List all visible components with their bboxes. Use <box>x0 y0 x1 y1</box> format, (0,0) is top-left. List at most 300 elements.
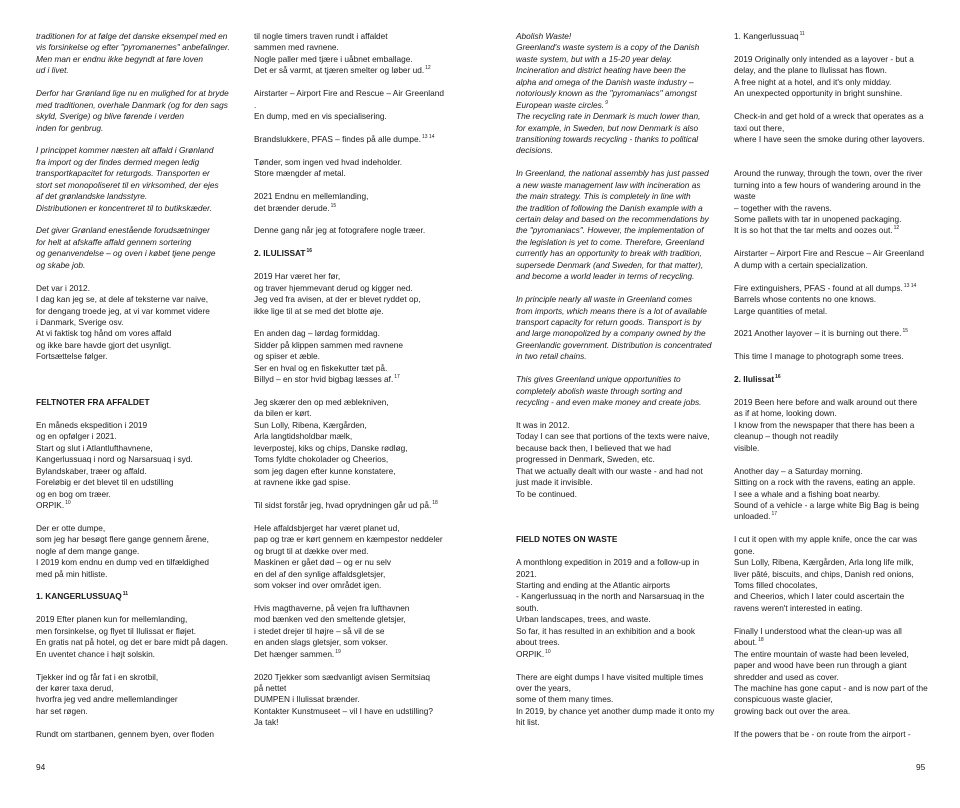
text-line <box>36 672 230 683</box>
line-text: A free night at a hotel, and it's only midday. <box>734 76 892 87</box>
line-text: I cut it open with my apple knife, once the car was <box>734 534 918 545</box>
text-line <box>36 614 230 625</box>
line-text: Finally I understood what the clean-up was all <box>734 625 902 636</box>
column-1-danish-left <box>36 31 230 740</box>
line-text: mod bænken ved den smeltende gletsjer, <box>254 614 406 625</box>
text-line <box>36 225 230 236</box>
line-text: Incineration and district heating have been the <box>516 65 686 76</box>
line-text: pap og træ er kørt gennem en kæmpestor neddeler <box>254 534 443 545</box>
line-text: There are eight dumps I have visited multiple times <box>516 671 704 682</box>
line-text: about. <box>734 637 758 648</box>
blank-line <box>36 271 230 282</box>
footnote-marker: 17 <box>771 511 778 518</box>
text-line <box>254 134 444 145</box>
footnote-marker: 16 <box>306 248 313 255</box>
line-text: DUMPEN i Ilulissat brænder. <box>254 694 360 705</box>
line-text: der kører taxa derud, <box>36 682 114 693</box>
text-line <box>734 626 928 637</box>
text-line <box>516 123 714 134</box>
line-text: supersede Denmark (and Sweden, for that matter), <box>516 259 704 270</box>
text-line <box>516 351 714 362</box>
line-text: Foreløbig er det blevet til en udstilling <box>36 477 174 488</box>
text-line <box>516 271 714 282</box>
text-line <box>516 168 714 179</box>
blank-line <box>254 489 444 500</box>
blank-line <box>734 717 928 728</box>
line-text: En dump, med en vis specialisering. <box>254 111 387 122</box>
line-text: Another day – a Saturday morning. <box>734 465 863 476</box>
line-text: nogle af dem mange gange. <box>36 545 140 556</box>
line-text: over the years, <box>516 682 571 693</box>
line-text: 2019 Har været her før, <box>254 271 341 282</box>
text-line <box>36 100 230 111</box>
text-line <box>734 203 928 214</box>
text-line <box>516 626 714 637</box>
line-text: i Danmark, Sverige osv. <box>36 316 124 327</box>
text-line <box>36 500 230 511</box>
line-text: recycling - and even make money and create jobs. <box>516 397 702 407</box>
text-line <box>516 180 714 191</box>
line-text: og traver hjemmevant derud og kigger ned. <box>254 282 413 293</box>
line-text: gone. <box>734 545 755 556</box>
line-text: og ikke bare havde gjort det usynligt. <box>36 339 172 350</box>
line-text: transport capacity for return goods. Transport is by <box>516 316 702 327</box>
blank-line <box>36 511 230 522</box>
line-text: Distributionen er koncentreret til to butikskæder. <box>36 202 212 213</box>
line-text: growing back out over the area. <box>734 705 851 716</box>
line-text: for dengang troede jeg, at vi var kommet videre <box>36 305 210 316</box>
footnote-marker: 16 <box>775 374 781 381</box>
text-line <box>254 306 444 317</box>
line-text: til nogle timers traven rundt i affaldet <box>254 31 388 41</box>
line-text: Nogle paller med tjære i uåbnet emballage. <box>254 53 413 64</box>
text-line <box>734 500 928 511</box>
line-text: turning into a few hours of wandering around in the <box>734 179 921 190</box>
text-line <box>36 443 230 454</box>
blank-line <box>734 454 928 465</box>
text-line <box>254 706 444 717</box>
text-line <box>734 111 928 122</box>
blank-line <box>516 283 714 294</box>
text-line <box>516 203 714 214</box>
line-text: a new waste management law with incineration as <box>516 179 701 190</box>
blank-line <box>254 660 444 671</box>
line-text: taxi out there, <box>734 122 785 133</box>
line-text: Maskinen er gået død – og er nu selv <box>254 557 391 568</box>
text-line <box>734 408 928 419</box>
text-line <box>516 454 714 465</box>
line-text: 2. Ilulissat <box>734 374 775 385</box>
text-line <box>734 511 928 522</box>
text-line <box>734 546 928 557</box>
text-line <box>734 660 928 671</box>
blank-line <box>516 523 714 534</box>
column-4-english-right <box>734 31 928 740</box>
text-line <box>36 637 230 648</box>
line-text: where I have seen the smoke during other layovers. <box>734 133 925 144</box>
blank-line <box>254 591 444 602</box>
text-line <box>36 145 230 156</box>
text-line <box>516 31 714 42</box>
line-text: progressed in Denmark, Sweden, etc. <box>516 454 655 465</box>
line-text: af det grønlandske landsstyre. <box>36 191 148 202</box>
line-text: The entire mountain of waste had been leveled, <box>734 648 909 659</box>
blank-line <box>734 363 928 374</box>
text-line <box>36 729 230 740</box>
text-line <box>254 477 444 488</box>
text-line <box>734 569 928 580</box>
line-text: og skabe job. <box>36 259 86 270</box>
line-text: I know from the newspaper that there has been a <box>734 419 915 430</box>
line-text: Kangerlussuaq i nord og Narsarsuaq i syd. <box>36 454 193 465</box>
line-text: Denne gang når jeg at fotografere nogle træer. <box>254 225 426 236</box>
text-line <box>254 454 444 465</box>
line-text: Some pallets with tar in unopened packaging. <box>734 214 902 224</box>
text-line <box>254 443 444 454</box>
text-line <box>254 191 444 202</box>
blank-line <box>36 363 230 374</box>
text-line <box>36 683 230 694</box>
line-text: Start og slut i Atlantlufthavnene, <box>36 442 153 453</box>
line-text: og en opfølger i 2021. <box>36 431 117 442</box>
line-text: Toms fyldte chokolader og Cheerios, <box>254 454 389 465</box>
line-text: At vi faktisk tog hånd om vores affald <box>36 328 172 339</box>
line-text: fra import og der findes dermed megen ledig <box>36 156 200 167</box>
text-line <box>734 431 928 442</box>
line-text: A dump with a certain specialization. <box>734 259 868 270</box>
blank-line <box>254 180 444 191</box>
text-line <box>734 134 928 145</box>
blank-line <box>36 660 230 671</box>
line-text: hvorfra jeg ved andre mellemlandinger <box>36 694 178 705</box>
text-line <box>36 489 230 500</box>
line-text: Brandslukkere, PFAS – findes på alle dumpe. <box>254 133 421 144</box>
line-text: Greenlandic government. Distribution is concentrated <box>516 339 712 350</box>
text-line <box>36 534 230 545</box>
text-line <box>36 569 230 580</box>
line-text: da bilen er kørt. <box>254 408 312 419</box>
text-line <box>516 420 714 431</box>
line-text: inden for genbrug. <box>36 122 104 133</box>
text-line <box>516 386 714 397</box>
text-line <box>734 123 928 134</box>
line-text: FIELD NOTES ON WASTE <box>516 534 618 545</box>
line-text: Sound of a vehicle - a large white Big Bag is being <box>734 499 919 510</box>
text-line <box>254 580 444 591</box>
blank-line <box>36 386 230 397</box>
line-text: 2. ILULISSAT <box>254 248 306 259</box>
text-line <box>36 317 230 328</box>
text-line <box>36 191 230 202</box>
text-line <box>254 42 444 53</box>
text-line <box>36 649 230 660</box>
line-text: 2020 Tjekker som sædvanligt avisen Sermitsiaq <box>254 671 431 682</box>
line-text: ikke lige til at se med det blotte øje. <box>254 305 384 316</box>
text-line <box>254 294 444 305</box>
text-line <box>516 328 714 339</box>
text-line <box>734 420 928 431</box>
line-text: Large quantities of metal. <box>734 305 828 316</box>
line-text: men forsinkelse, og flyet til Ilulissat er fløjet. <box>36 625 197 636</box>
line-text: Ja tak! <box>254 717 279 728</box>
blank-line <box>36 408 230 419</box>
line-text: Til sidst forstår jeg, hvad oprydningen går ud på. <box>254 499 432 510</box>
line-text: Sitting on a rock with the ravens, eating an apple. <box>734 477 916 488</box>
blank-line <box>254 145 444 156</box>
text-line <box>36 157 230 168</box>
text-line <box>36 340 230 351</box>
line-text: This time I manage to photograph some trees. <box>734 351 904 362</box>
text-line <box>516 397 714 408</box>
line-text: og en bog om træer. <box>36 488 111 499</box>
text-line <box>254 500 444 511</box>
text-line <box>734 706 928 717</box>
text-line <box>254 649 444 660</box>
text-line <box>734 88 928 99</box>
text-line <box>734 557 928 568</box>
text-line <box>516 134 714 145</box>
text-line <box>254 420 444 431</box>
text-line <box>516 248 714 259</box>
text-line <box>254 534 444 545</box>
line-text: the main strategy. This is completely in line with <box>516 191 691 202</box>
text-line <box>516 489 714 500</box>
line-text: the "pyromaniacs". However, the implementation of <box>516 225 704 236</box>
line-text: I princippet kommer næsten alt affald i Grønland <box>36 145 214 156</box>
text-line <box>734 260 928 271</box>
text-line <box>516 466 714 477</box>
blank-line <box>254 237 444 248</box>
line-text: traditionen for at følge det danske eksempel med en <box>36 31 228 41</box>
blank-line <box>36 134 230 145</box>
text-line <box>734 65 928 76</box>
text-line <box>734 248 928 259</box>
footnote-marker: 11 <box>122 591 129 598</box>
line-text: 1. KANGERLUSSUAQ <box>36 591 122 602</box>
line-text: from imports, which means there is a lot of available <box>516 305 707 316</box>
text-line <box>734 649 928 660</box>
footnote-marker: 18 <box>758 637 764 644</box>
line-text: A monthlong expedition in 2019 and a follow-up in <box>516 557 700 568</box>
blank-line <box>36 214 230 225</box>
line-text: Ser en hval og en fiskekutter tæt på. <box>254 362 388 373</box>
line-text: og spiser et æble. <box>254 351 320 362</box>
text-line <box>734 306 928 317</box>
line-text: Billyd – en stor hvid bigbag læsses af. <box>254 374 394 385</box>
text-line <box>516 42 714 53</box>
line-text: skyld, Sverige) og blive førende i verden <box>36 111 185 122</box>
line-text: An unexpected opportunity in bright sunshine. <box>734 88 903 99</box>
text-line <box>516 683 714 694</box>
blank-line <box>516 408 714 419</box>
text-line <box>254 626 444 637</box>
line-text: – together with the ravens. <box>734 202 832 213</box>
line-text: the tradition of following the Danish example with a <box>516 202 703 213</box>
blank-line <box>36 717 230 728</box>
text-line <box>516 672 714 683</box>
text-line <box>36 328 230 339</box>
text-line <box>254 100 444 111</box>
line-text: 2021. <box>516 568 537 579</box>
section-heading <box>36 397 230 408</box>
line-text: in two retail chains. <box>516 351 587 362</box>
blank-line <box>36 374 230 385</box>
line-text: i stedet drejer til højre – så vil de se <box>254 625 385 636</box>
text-line <box>734 580 928 591</box>
line-text: Sidder på klippen sammen med ravnene <box>254 339 403 350</box>
blank-line <box>734 523 928 534</box>
line-text: for helt at afskaffe affald gennem sortering <box>36 236 192 247</box>
text-line <box>254 340 444 351</box>
blank-line <box>734 157 928 168</box>
text-line <box>516 706 714 717</box>
text-line <box>734 466 928 477</box>
section-heading <box>516 534 714 545</box>
text-line <box>516 431 714 442</box>
text-line <box>516 294 714 305</box>
line-text: alpha and omega of the Danish waste industry – <box>516 76 694 87</box>
line-text: En måneds ekspedition i 2019 <box>36 419 148 430</box>
line-text: The machine has gone caput - and is now part of the <box>734 682 928 693</box>
line-text: just made it invisible. <box>516 477 593 488</box>
footnote-marker: 9 <box>605 99 608 106</box>
line-text: 2021 Endnu en mellemlanding, <box>254 191 369 202</box>
footnote-marker: 19 <box>335 648 341 655</box>
line-text: 2021 Another layover – it is burning out there. <box>734 328 902 339</box>
line-text: og genanvendelse – og oven i købet tjene penge <box>36 248 216 259</box>
blank-line <box>254 77 444 88</box>
text-line <box>516 65 714 76</box>
text-line <box>516 260 714 271</box>
line-text: vis forsinkelse og efter "pyromanernes" anbefalinger. <box>36 42 230 53</box>
text-line <box>254 225 444 236</box>
text-line <box>254 408 444 419</box>
line-text: Airstarter – Airport Fire and Rescue – Air Greenland <box>254 88 444 99</box>
line-text: conspicuous waste glacier, <box>734 694 833 705</box>
line-text: I 2019 kom endnu en dump ved en tilfældighed <box>36 557 209 568</box>
text-line <box>516 214 714 225</box>
line-text: Det hænger sammen. <box>254 648 335 659</box>
blank-line <box>254 260 444 271</box>
text-line <box>734 603 928 614</box>
text-line <box>516 569 714 580</box>
line-text: som jeg har besøgt flere gange gennem årene, <box>36 534 209 545</box>
line-text: liver pâté, biscuits, and chips, Danish red onions, <box>734 568 914 579</box>
section-heading <box>36 591 230 602</box>
line-text: some of them many times. <box>516 694 614 705</box>
line-text: ud i livet. <box>36 65 69 76</box>
line-text: Abolish Waste! <box>516 31 572 41</box>
line-text: European waste circles. <box>516 99 605 110</box>
line-text: delay, and the plane to Ilulissat has flown. <box>734 65 887 76</box>
footnote-marker: 13 14 <box>421 133 435 140</box>
text-line <box>516 580 714 591</box>
text-line <box>254 694 444 705</box>
blank-line <box>734 271 928 282</box>
blank-line <box>254 214 444 225</box>
text-line <box>36 546 230 557</box>
text-line <box>516 694 714 705</box>
text-line <box>734 168 928 179</box>
text-line <box>516 88 714 99</box>
line-text: That we actually dealt with our waste - and had not <box>516 465 703 476</box>
blank-line <box>254 386 444 397</box>
text-line <box>254 569 444 580</box>
blank-line <box>734 145 928 156</box>
line-text: har set røgen. <box>36 705 88 716</box>
line-text: 2019 Efter planen kun for mellemlanding, <box>36 614 188 625</box>
line-text: som vokser ind over området igen. <box>254 580 382 590</box>
line-text: Around the runway, through the town, over the river <box>734 168 923 179</box>
text-line <box>254 168 444 179</box>
line-text: Starting and ending at the Atlantic airports <box>516 580 671 590</box>
line-text: certain delay and based on the recommendations by <box>516 214 709 224</box>
text-line <box>734 637 928 648</box>
line-text: Check-in and get hold of a wreck that operates as a <box>734 111 924 122</box>
text-line <box>254 672 444 683</box>
text-line <box>36 88 230 99</box>
text-line <box>516 603 714 614</box>
line-text: sammen med ravnene. <box>254 42 339 53</box>
line-text: en anden slags gletsjer, som vokser. <box>254 637 388 648</box>
footnote-marker: 15 <box>330 202 337 209</box>
text-line <box>254 523 444 534</box>
footnote-marker: 18 <box>432 499 438 506</box>
line-text: det brænder derude. <box>254 202 330 213</box>
line-text: Kontakter Kunstmuseet – vil I have en udstilling? <box>254 705 433 716</box>
line-text: south. <box>516 602 539 613</box>
line-text: og brugt til at dække over med. <box>254 545 369 556</box>
line-text: In Greenland, the national assembly has just passed <box>516 168 709 179</box>
line-text: med traditionen, overhale Danmark (og for den sags <box>36 99 228 110</box>
text-line <box>516 649 714 660</box>
blank-line <box>516 511 714 522</box>
text-line <box>516 237 714 248</box>
line-text: hit list. <box>516 717 540 728</box>
line-text: So far, it has resulted in an exhibition and a book <box>516 625 695 636</box>
column-3-english-left <box>516 31 714 729</box>
text-line <box>734 534 928 545</box>
blank-line <box>516 500 714 511</box>
text-line <box>36 431 230 442</box>
text-line <box>254 157 444 168</box>
line-text: En uventet chance i højt solskin. <box>36 648 155 659</box>
text-line <box>254 363 444 374</box>
text-line <box>516 374 714 385</box>
text-line <box>734 225 928 236</box>
line-text: 1. Kangerlussuaq <box>734 31 799 41</box>
blank-line <box>254 511 444 522</box>
line-text: . <box>254 99 257 110</box>
line-text: Arla langtidsholdbar mælk, <box>254 431 353 442</box>
line-text: på nettet <box>254 682 287 693</box>
section-heading <box>254 248 444 259</box>
text-line <box>36 168 230 179</box>
text-line <box>516 717 714 728</box>
text-line <box>254 717 444 728</box>
text-line <box>254 54 444 65</box>
line-text: Derfor har Grønland lige nu en mulighed for at bryde <box>36 88 229 99</box>
line-text: Toms filled chocolates, <box>734 580 818 590</box>
line-text: leverpostej, kiks og chips, Danske rødløg, <box>254 442 408 453</box>
line-text: stort set monopoliseret til en virksomhed, der ejes <box>36 179 219 190</box>
line-text: I see a whale and a fishing boat nearby. <box>734 488 881 499</box>
line-text: visible. <box>734 442 760 453</box>
blank-line <box>734 42 928 53</box>
line-text: med på min hitliste. <box>36 568 108 579</box>
line-text: Store mængder af metal. <box>254 168 346 179</box>
text-line <box>254 31 444 42</box>
